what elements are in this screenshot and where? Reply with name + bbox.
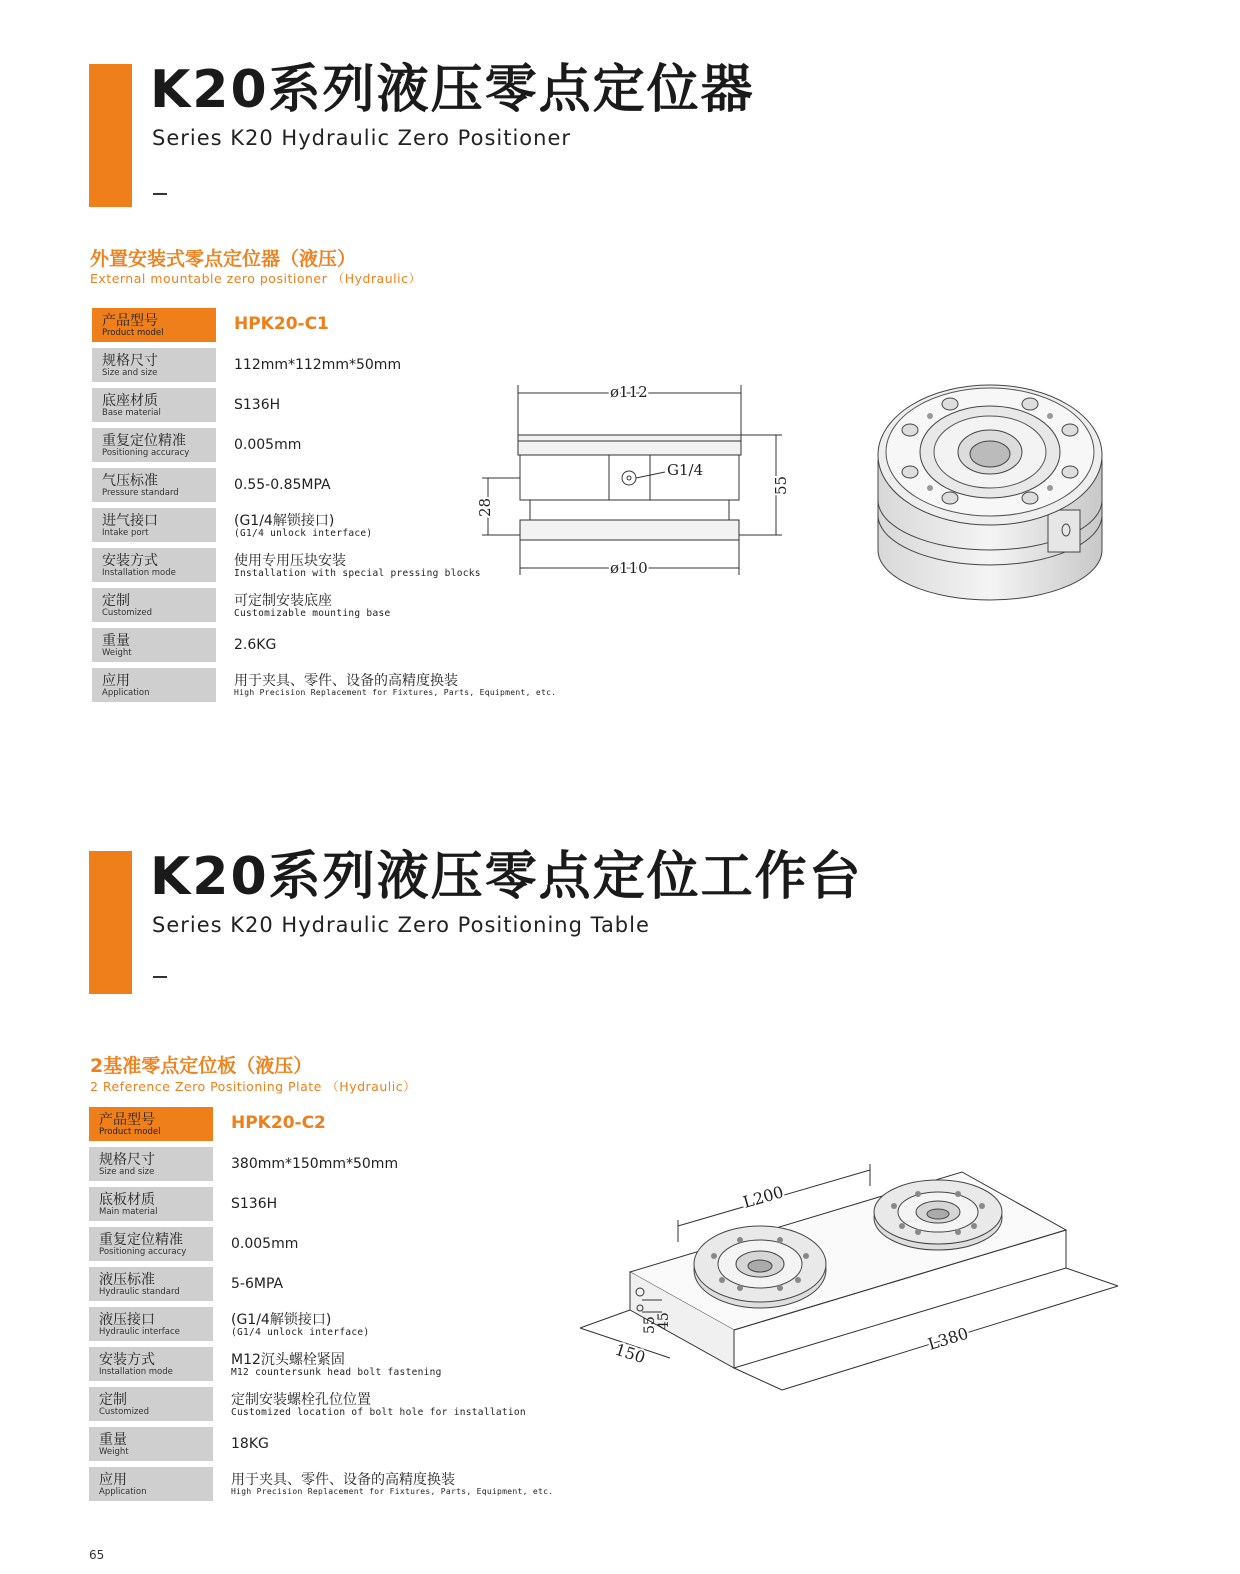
spec-label: [92, 508, 216, 542]
spec-label: [92, 428, 216, 462]
spec-label-en: Positioning accuracy: [99, 1247, 187, 1257]
spec-label: [92, 628, 216, 662]
spec-value-en: High Precision Replacement for Fixtures, Parts, Equipment, etc.: [234, 688, 557, 697]
spec-label-en: Hydraulic interface: [99, 1327, 180, 1337]
spec-value: 0.55-0.85MPA: [234, 477, 331, 493]
spec-value: 5-6MPA: [231, 1276, 284, 1292]
port-label: G1/4: [667, 461, 704, 479]
spec-label: [89, 1307, 213, 1341]
spec-label-en: Main material: [99, 1207, 158, 1217]
spec-value-en: Installation with special pressing blocks: [234, 568, 481, 579]
spec-value: 18KG: [231, 1436, 269, 1452]
spec-label-cn: 重复定位精准: [102, 433, 186, 449]
section1-dash: [153, 193, 167, 195]
spec-label: [92, 468, 216, 502]
spec-row-custom: [90, 588, 550, 622]
section2-dash: [153, 976, 167, 978]
dim-bottom-label: ø110: [610, 559, 648, 577]
spec-row-custom: [87, 1387, 547, 1421]
spec-value: 380mm*150mm*50mm: [231, 1156, 399, 1172]
spec-label-en: Product model: [99, 1127, 161, 1137]
spec-label-en: Base material: [102, 408, 161, 418]
spec-label: [89, 1427, 213, 1461]
spec-value: 用于夹具、零件、设备的高精度换装: [234, 673, 458, 689]
spec-label-cn: 产品型号: [99, 1112, 155, 1128]
page-number: 65: [89, 1548, 105, 1562]
spec-label-en: Product model: [102, 328, 164, 338]
dim-top-label: ø112: [610, 383, 648, 401]
positioning-table-drawing: [570, 1160, 1130, 1400]
spec-label-cn: 安装方式: [99, 1352, 155, 1368]
spec-label: [92, 588, 216, 622]
model-number: HPK20-C2: [231, 1113, 326, 1133]
spec-label-cn: 定制: [102, 593, 130, 609]
dim-55-label: 55: [642, 1316, 658, 1334]
spec-label: [92, 668, 216, 702]
spec-label-cn: 应用: [99, 1472, 127, 1488]
spec-label-cn: 规格尺寸: [102, 353, 158, 369]
dim-150-label: 150: [612, 1339, 648, 1368]
spec-label-en: Installation mode: [102, 568, 176, 578]
spec-label: [89, 1347, 213, 1381]
spec-label-cn: 重量: [99, 1432, 127, 1448]
spec-label-en: Pressure standard: [102, 488, 179, 498]
spec-label-en: Weight: [102, 648, 132, 658]
spec-label-cn: 底板材质: [99, 1192, 155, 1208]
spec-value-en: (G1/4 unlock interface): [234, 528, 373, 539]
spec-value-en: High Precision Replacement for Fixtures, Parts, Equipment, etc.: [231, 1487, 554, 1496]
spec-label: [89, 1187, 213, 1221]
spec-label: [92, 388, 216, 422]
spec-value-en: (G1/4 unlock interface): [231, 1327, 370, 1338]
model-number: HPK20-C1: [234, 314, 329, 334]
section1-product-subtitle: External mountable zero positioner （Hydraulic）: [90, 271, 422, 286]
spec-label-cn: 底座材质: [102, 393, 158, 409]
positioner-side-view-drawing: [470, 375, 800, 590]
spec-label-cn: 气压标准: [102, 473, 158, 489]
spec-value: M12沉头螺栓紧固: [231, 1352, 345, 1368]
spec-row-application: [90, 668, 557, 702]
spec-label-en: Customized: [102, 608, 153, 618]
spec-label-en: Installation mode: [99, 1367, 173, 1377]
spec-value: 0.005mm: [234, 437, 302, 453]
spec-value: 0.005mm: [231, 1236, 299, 1252]
spec-label: [89, 1387, 213, 1421]
spec-label-cn: 产品型号: [102, 313, 158, 329]
spec-row-material: [87, 1187, 547, 1221]
section2-accent-bar: [89, 851, 132, 994]
section1-subtitle: Series K20 Hydraulic Zero Positioner: [152, 126, 571, 150]
dim-height-label: 55: [772, 475, 790, 495]
spec-label-cn: 重复定位精准: [99, 1232, 183, 1248]
spec-row-application: [87, 1467, 554, 1501]
spec-value-en: Customizable mounting base: [234, 608, 391, 619]
spec-label-en: Size and size: [102, 368, 158, 378]
spec-label-en: Intake port: [102, 528, 149, 538]
spec-value: 用于夹具、零件、设备的高精度换装: [231, 1472, 455, 1488]
spec-value: 定制安装螺栓孔位位置: [231, 1392, 371, 1408]
spec-row-weight: [90, 628, 550, 662]
section2-title: K20系列液压零点定位工作台: [150, 847, 863, 907]
spec-value: S136H: [234, 397, 281, 413]
section1-accent-bar: [89, 64, 132, 207]
spec-row-model: [87, 1107, 547, 1141]
spec-label: [92, 348, 216, 382]
spec-row-model: [90, 308, 550, 342]
spec-row-weight: [87, 1427, 547, 1461]
spec-label-cn: 规格尺寸: [99, 1152, 155, 1168]
spec-value: 使用专用压块安装: [234, 553, 346, 569]
spec-value-en: Customized location of bolt hole for installation: [231, 1407, 526, 1418]
spec-label: [89, 1267, 213, 1301]
section1-product-title: 外置安装式零点定位器（液压）: [90, 248, 357, 270]
spec-label-en: Size and size: [99, 1167, 155, 1177]
section2-product-title: 2基准零点定位板（液压）: [90, 1055, 313, 1077]
spec-label-en: Weight: [99, 1447, 129, 1457]
spec-label-cn: 重量: [102, 633, 130, 649]
spec-label: [89, 1227, 213, 1261]
spec-value-en: M12 countersunk head bolt fastening: [231, 1367, 442, 1378]
dim-45-label: 45: [656, 1312, 672, 1330]
spec-label-en: Customized: [99, 1407, 150, 1417]
spec-label: [89, 1467, 213, 1501]
spec-row-install: [87, 1347, 547, 1381]
spec-value: 2.6KG: [234, 637, 277, 653]
section1-title: K20系列液压零点定位器: [150, 60, 755, 120]
section2-product-subtitle: 2 Reference Zero Positioning Plate （Hydraulic）: [90, 1079, 417, 1094]
spec-row-size: [87, 1147, 547, 1181]
spec-value: (G1/4解锁接口): [231, 1312, 332, 1328]
spec-label-en: Application: [102, 688, 150, 698]
spec-label: [89, 1147, 213, 1181]
spec-label-cn: 液压标准: [99, 1272, 155, 1288]
spec-label-cn: 进气接口: [102, 513, 158, 529]
spec-value: 可定制安装底座: [234, 593, 332, 609]
spec-label-cn: 应用: [102, 673, 130, 689]
spec-value: S136H: [231, 1196, 278, 1212]
section2-subtitle: Series K20 Hydraulic Zero Positioning Table: [152, 913, 650, 937]
spec-label-cn: 定制: [99, 1392, 127, 1408]
spec-label-cn: 安装方式: [102, 553, 158, 569]
spec-label: [92, 308, 216, 342]
spec-label-en: Hydraulic standard: [99, 1287, 180, 1297]
spec-value: 112mm*112mm*50mm: [234, 357, 402, 373]
spec-label-en: Positioning accuracy: [102, 448, 190, 458]
dim-lower-label: 28: [476, 497, 494, 517]
dim-l380-label: L380: [925, 1323, 971, 1354]
section2-spec-table: [87, 1107, 554, 1507]
positioner-isometric-render: [870, 380, 1110, 610]
spec-row-accuracy: [87, 1227, 547, 1261]
spec-label: [89, 1107, 213, 1141]
spec-label: [92, 548, 216, 582]
spec-value: (G1/4解锁接口): [234, 513, 335, 529]
spec-row-interface: [87, 1307, 547, 1341]
dim-l200-label: L200: [740, 1182, 786, 1212]
spec-label-en: Application: [99, 1487, 147, 1497]
spec-row-hydraulic: [87, 1267, 547, 1301]
spec-label-cn: 液压接口: [99, 1312, 155, 1328]
